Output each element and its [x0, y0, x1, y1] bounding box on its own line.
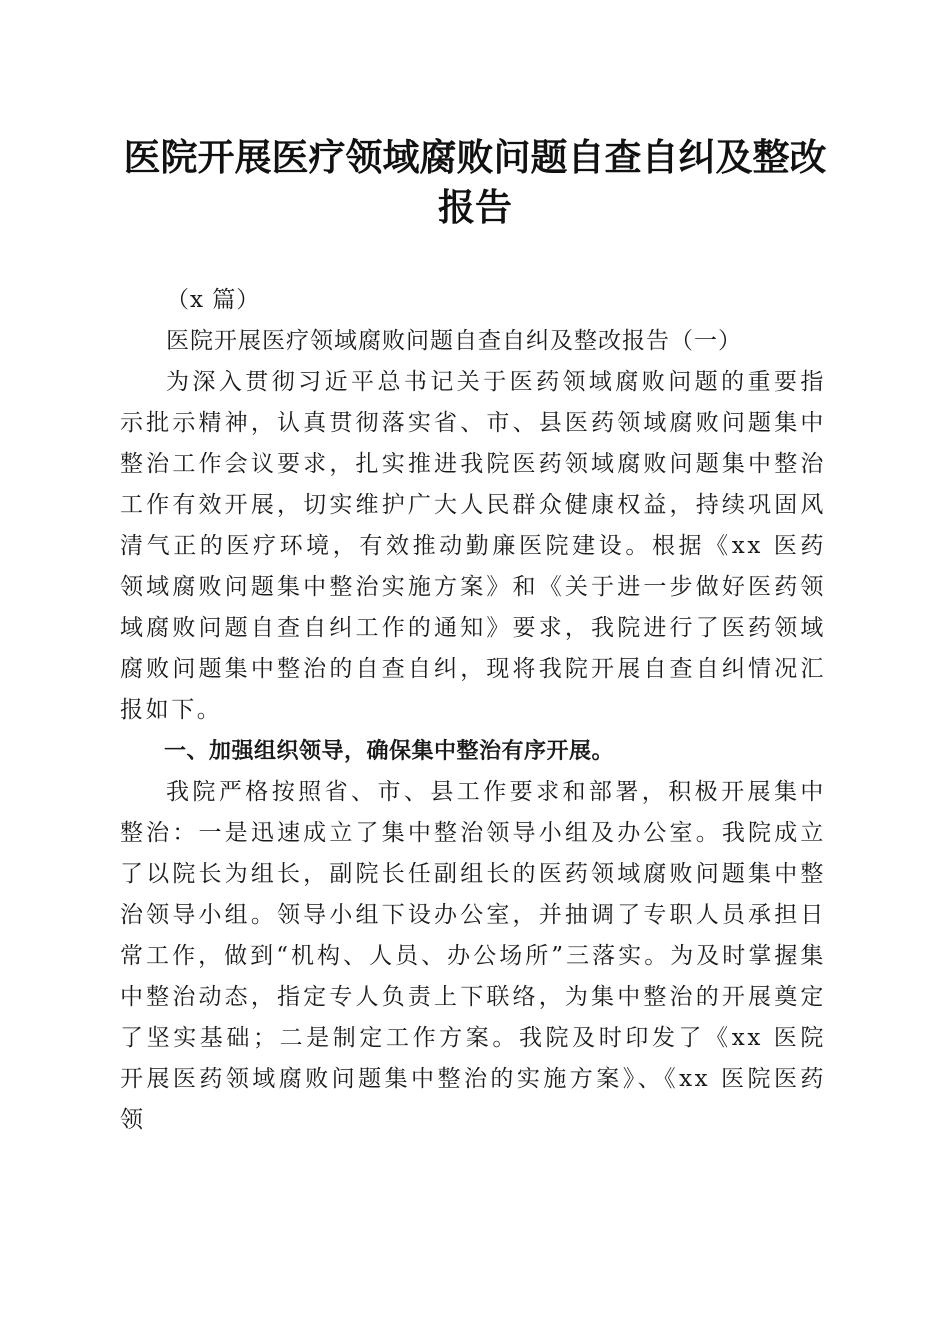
count-note: （x 篇） [166, 287, 261, 313]
section-paragraph: 我院严格按照省、市、县工作要求和部署，积极开展集中整治：一是迅速成立了集中整治领导小组及办公室。我院成立了以院长为组长，副院长任副组长的医药领域腐败问题集中整治领导小组。领导小组下设办公室，并抽调了专职人员承担日常工作，做到“机构、人员、办公场所”三落实。为及时掌握集中整治动态，指定专人负责上下联络，为集中整治的开展奠定了坚实基础；二是制定工作方案。我院及时印发了《xx 医院开展医药领域腐败问题集中整治的实施方案》、《xx 医院医药领 [120, 779, 826, 1133]
report-subtitle: 医院开展医疗领域腐败问题自查自纠及整改报告（一） [166, 328, 742, 354]
document-title: 医院开展医疗领域腐败问题自查自纠及整改报告 [123, 135, 827, 229]
section-heading: 一、加强组织领导，确保集中整治有序开展。 [164, 739, 615, 764]
document-body [120, 280, 826, 1141]
intro-paragraph: 为深入贯彻习近平总书记关于医药领域腐败问题的重要指示批示精神，认真贯彻落实省、市、县医药领域腐败问题集中整治工作会议要求，扎实推进我院医药领域腐败问题集中整治工作有效开展，切实维护广大人民群众健康权益，持续巩固风清气正的医疗环境，有效推动勤廉医院建设。根据《xx 医药领域腐败问题集中整治实施方案》和《关于进一步做好医药领域腐败问题自查自纠工作的通知》要求，我院进行了医药领域腐败问题集中整治的自查自纠，现将我院开展自查自纠情况汇报如下。 [120, 369, 826, 723]
